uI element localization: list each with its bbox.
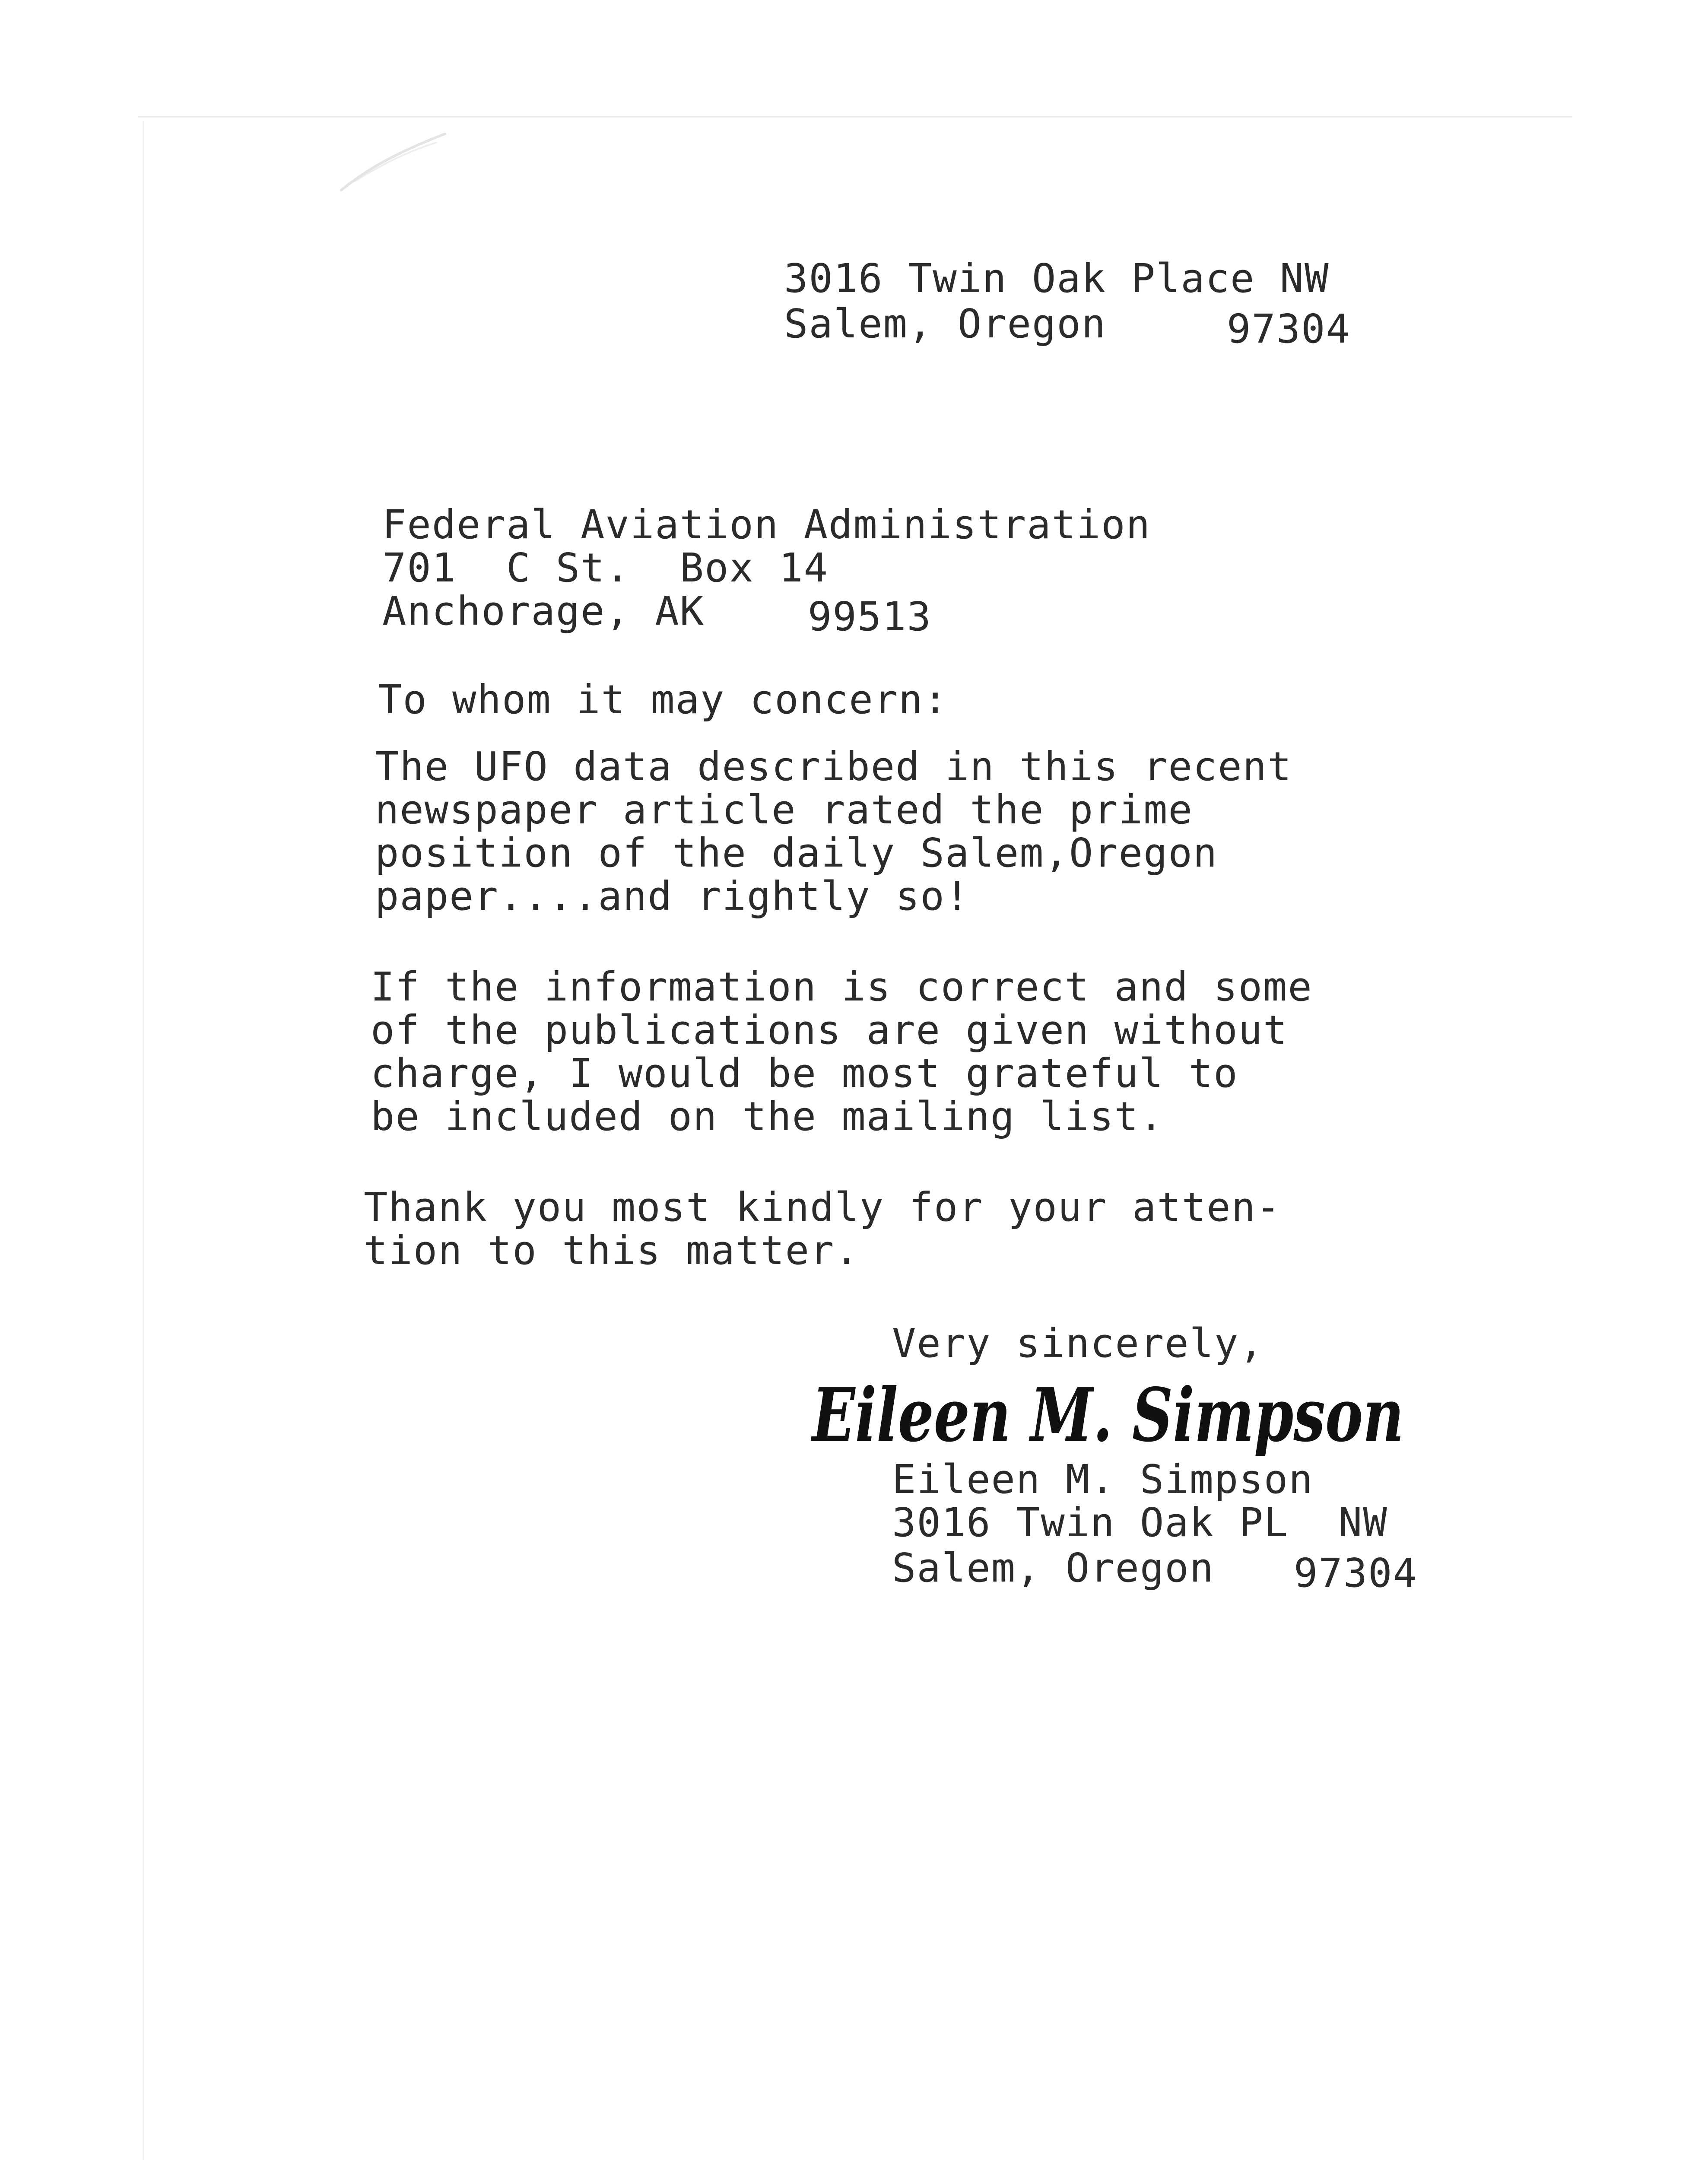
body-line: tion to this matter. [364, 1227, 860, 1274]
scan-edge-left [143, 121, 144, 2160]
sender-address-line1: 3016 Twin Oak Place NW [784, 255, 1330, 302]
body-line: newspaper article rated the prime [375, 787, 1193, 833]
body-line: be included on the mailing list. [371, 1093, 1164, 1140]
svg-text:Eileen M. Simpson: Eileen M. Simpson [810, 1372, 1404, 1458]
recipient-zip: 99513 [808, 594, 932, 640]
scan-edge-top [138, 116, 1572, 118]
recipient-street: 701 C St. Box 14 [382, 545, 829, 591]
closing: Very sincerely, [892, 1320, 1264, 1366]
body-line: paper....and rightly so! [375, 873, 970, 919]
body-line: If the information is correct and some [371, 964, 1313, 1010]
sender-address-city: Salem, Oregon [784, 301, 1107, 347]
signer-name: Eileen M. Simpson [892, 1456, 1314, 1502]
signer-street: 3016 Twin Oak PL NW [892, 1499, 1388, 1546]
body-line: Thank you most kindly for your atten- [364, 1184, 1281, 1230]
handwritten-signature [808, 1369, 1413, 1464]
salutation: To whom it may concern: [378, 677, 948, 723]
body-line: of the publications are given without [371, 1007, 1288, 1053]
signer-city: Salem, Oregon [892, 1545, 1215, 1591]
paper-smudge [337, 130, 449, 194]
sender-address-zip: 97304 [1227, 306, 1351, 352]
body-line: The UFO data described in this recent [375, 743, 1292, 790]
body-line: position of the daily Salem,Oregon [375, 830, 1218, 876]
signer-zip: 97304 [1294, 1550, 1418, 1596]
body-line: charge, I would be most grateful to [371, 1050, 1238, 1096]
recipient-name: Federal Aviation Administration [382, 502, 1151, 548]
recipient-city: Anchorage, AK [382, 588, 705, 634]
